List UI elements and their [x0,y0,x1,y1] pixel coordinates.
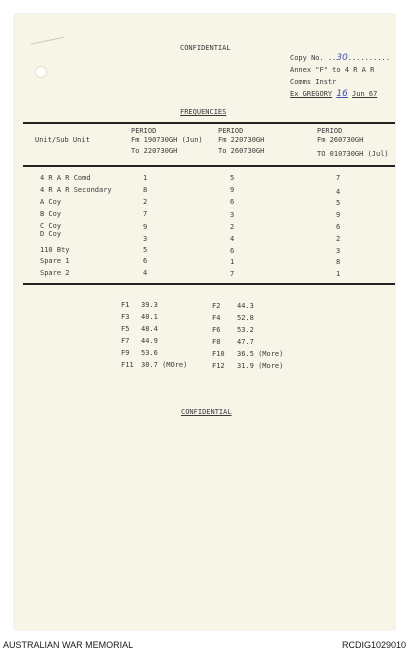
row-unit: C Coy [40,222,62,230]
row-period-1: 6 [143,257,148,265]
row-period-3: 2 [336,235,341,243]
row-unit: 4 R A R Secondary [40,186,112,194]
row-period-1: 1 [143,174,148,182]
freq-code: F12 [212,362,225,370]
row-period-1: 3 [143,235,148,243]
classification-bottom: CONFIDENTIAL [181,408,232,416]
table-header-rule [23,165,395,167]
copy-number-handwritten: 30 [336,53,348,63]
copy-dots-after: .......... [347,54,390,62]
table-top-rule [23,122,395,124]
freq-code: F7 [121,337,130,345]
row-period-3: 8 [336,258,341,266]
exercise-day-handwritten: 16 [336,89,348,99]
annex-line: Annex "F" to 4 R A R [290,66,375,74]
period-3-line3: TO 010730GH (Jul) [317,150,389,158]
freq-value: 44.3 [237,302,254,310]
classification-top: CONFIDENTIAL [180,44,231,52]
row-period-1: 5 [143,246,148,254]
copy-label: Copy No. [290,54,324,62]
table-bottom-rule [23,283,395,285]
comms-instr-line: Comms Instr [290,78,337,86]
freq-code: F10 [212,350,225,358]
row-period-2: 6 [230,198,235,206]
row-unit: 110 Bty [40,246,70,254]
copy-dots-before: .. [327,54,337,62]
row-period-3: 4 [336,188,341,196]
row-period-3: 5 [336,199,341,207]
freq-value: 47.7 [237,338,254,346]
row-period-3: 7 [336,174,341,182]
document-page [14,14,395,630]
freq-value: 30.7 (MOre) [141,361,188,369]
freq-code: F3 [121,313,130,321]
freq-code: F9 [121,349,130,357]
row-period-1: 8 [143,186,148,194]
row-period-2: 9 [230,186,235,194]
archive-footer [0,637,409,654]
freq-code: F5 [121,325,130,333]
freq-value: 44.9 [141,337,158,345]
row-period-1: 7 [143,210,148,218]
row-unit: B Coy [40,210,62,218]
row-period-2: 6 [230,247,235,255]
freq-code: F8 [212,338,221,346]
row-period-1: 2 [143,198,148,206]
freq-code: F11 [121,361,134,369]
exercise-prefix: Ex GREGORY [290,90,333,98]
freq-value: 31.9 (More) [237,362,284,370]
freq-code: F4 [212,314,221,322]
row-period-2: 4 [230,235,235,243]
period-2-line1: PERIOD [218,127,244,135]
row-unit: 4 R A R Comd [40,174,91,182]
col-header-unit: Unit/Sub Unit [35,136,90,144]
freq-code: F6 [212,326,221,334]
copy-number-line [290,53,390,63]
period-1-line2: Fm 190730GH (Jun) [131,136,203,144]
exercise-line [290,89,377,99]
exercise-suffix: Jun 67 [352,90,378,98]
period-1-line3: To 220730GH [131,147,178,155]
freq-value: 53.2 [237,326,254,334]
row-period-3: 9 [336,211,341,219]
row-period-2: 1 [230,258,235,266]
row-period-2: 5 [230,174,235,182]
row-period-1: 4 [143,269,148,277]
archive-name: AUSTRALIAN WAR MEMORIAL [3,640,134,650]
punch-hole [35,66,47,78]
row-period-3: 6 [336,223,341,231]
freq-code: F1 [121,301,130,309]
row-unit: Spare 2 [40,269,70,277]
period-3-line2: Fm 260730GH [317,136,364,144]
period-2-line2: Fm 220730GH [218,136,265,144]
freq-value: 53.6 [141,349,158,357]
row-period-3: 1 [336,270,341,278]
row-period-1: 9 [143,223,148,231]
row-unit: Spare 1 [40,257,70,265]
freq-code: F2 [212,302,221,310]
period-3-line1: PERIOD [317,127,343,135]
period-1-line1: PERIOD [131,127,157,135]
freq-value: 39.3 [141,301,158,309]
section-title: FREQUENCIES [180,108,227,116]
row-period-3: 3 [336,247,341,255]
period-2-line3: To 260730GH [218,147,265,155]
row-unit: A Coy [40,198,62,206]
freq-value: 48.4 [141,325,158,333]
freq-value: 36.5 (More) [237,350,284,358]
row-period-2: 7 [230,270,235,278]
freq-value: 52.8 [237,314,254,322]
row-period-2: 3 [230,211,235,219]
archive-id: RCDIG1029010 [341,640,406,650]
row-unit: D Coy [40,230,62,238]
freq-value: 40.1 [141,313,158,321]
row-period-2: 2 [230,223,235,231]
